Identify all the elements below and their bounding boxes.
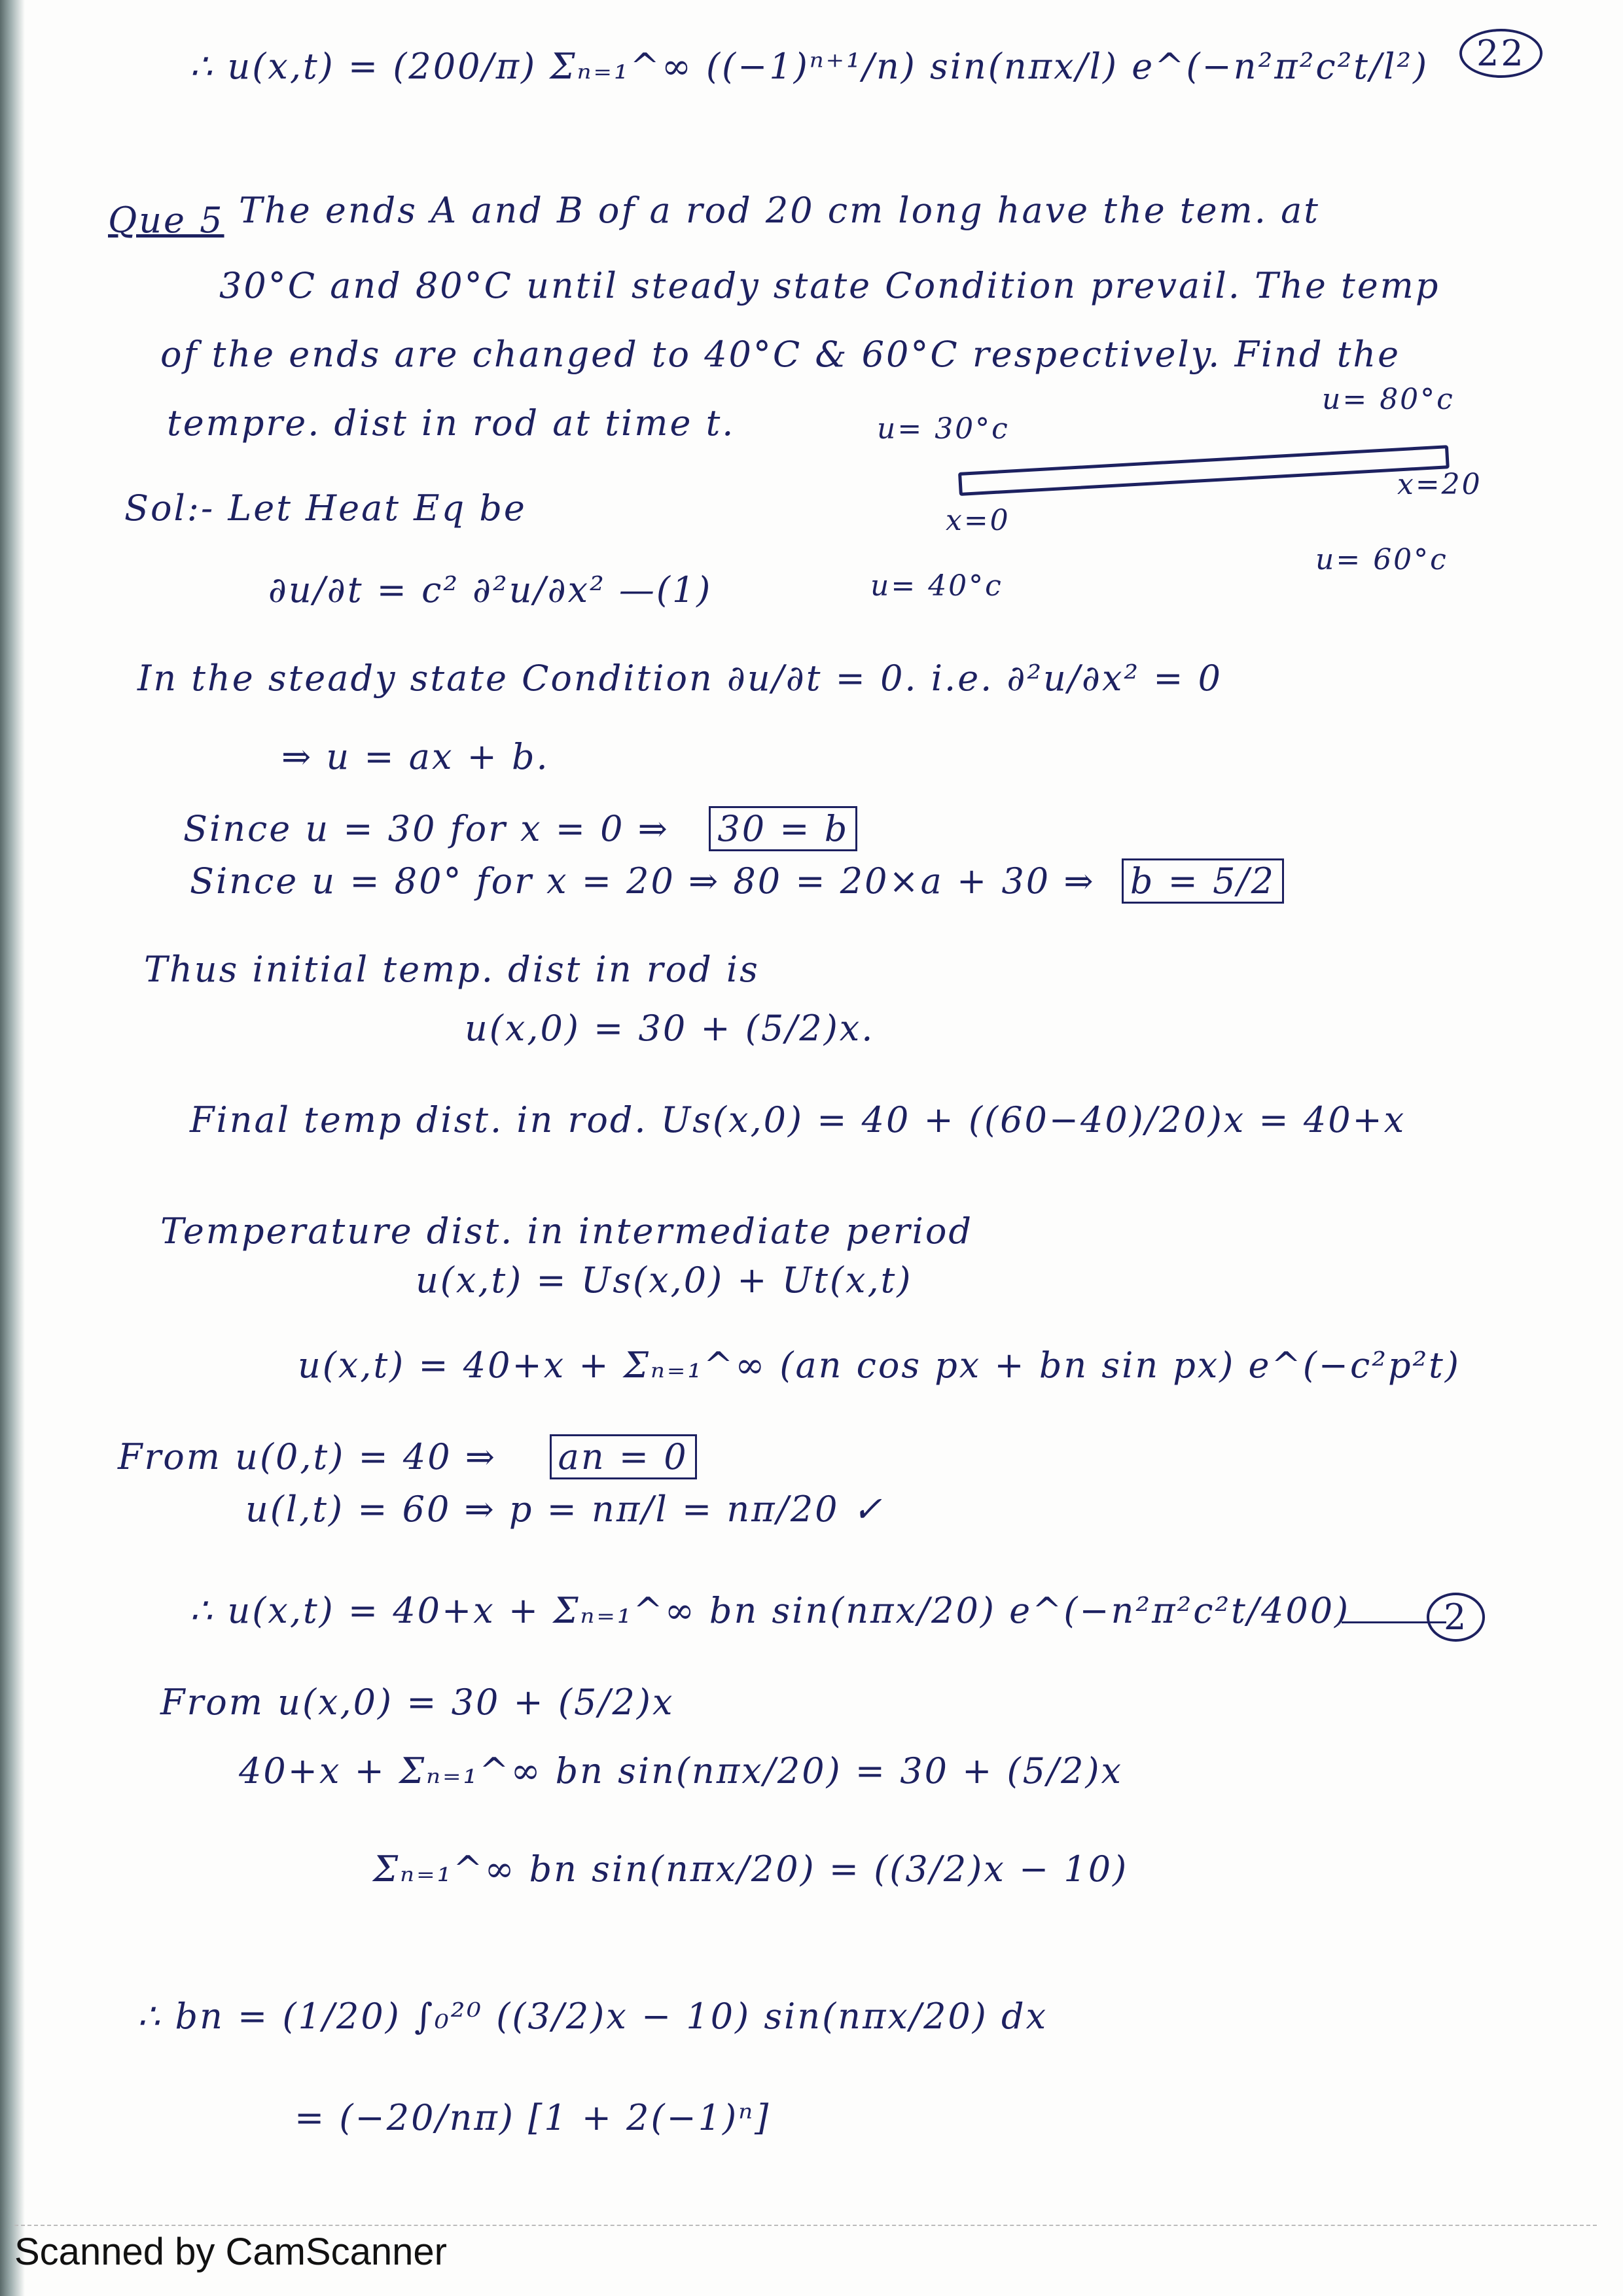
since-line-1-text: Since u = 30 for x = 0 ⇒ <box>183 808 669 849</box>
since-line-2 <box>190 860 1284 902</box>
heat-equation: ∂u/∂t = c² ∂²u/∂x² —(1) <box>268 569 713 610</box>
since-line-2-text: Since u = 80° for x = 20 ⇒ 80 = 20×a + 30 ⇒ <box>190 860 1096 902</box>
bn-result: = (−20/nπ) [1 + 2(−1)ⁿ] <box>294 2097 771 2138</box>
question-line-4: tempre. dist in rod at time t. <box>167 402 736 444</box>
since-line-1 <box>183 808 857 849</box>
question-line-3: of the ends are changed to 40°C & 60°C respectively. Find the <box>160 334 1401 375</box>
fourier-series-result: ∴ u(x,t) = (200/π) Σₙ₌₁^∞ ((−1)ⁿ⁺¹/n) sin(nπx/l) e^(−n²π²c²t/l²) <box>190 46 1429 87</box>
question-label: Que 5 <box>108 200 224 241</box>
boxed-result-an: an = 0 <box>550 1434 697 1479</box>
initial-dist-label: Thus initial temp. dist in rod is <box>144 949 760 990</box>
diagram-left-x: x=0 <box>946 504 1010 537</box>
solution-equation-2: ∴ u(x,t) = 40+x + Σₙ₌₁^∞ bn sin(nπx/20) e^(−n²π²c²t/400) <box>190 1590 1351 1631</box>
question-line-2: 30°C and 80°C until steady state Condition prevail. The temp <box>219 265 1440 306</box>
boundary-line-2: u(l,t) = 60 ⇒ p = nπ/l = nπ/20 ✓ <box>245 1489 884 1530</box>
series-equation-a: 40+x + Σₙ₌₁^∞ bn sin(nπx/20) = 30 + (5/2)x <box>239 1750 1123 1792</box>
boxed-result-a: b = 5/2 <box>1122 858 1284 904</box>
general-solution: u(x,t) = 40+x + Σₙ₌₁^∞ (an cos px + bn sin px) e^(−c²p²t) <box>298 1345 1461 1386</box>
boxed-result-b: 30 = b <box>709 806 857 851</box>
diagram-left-final-temp: u= 40°c <box>870 569 1003 603</box>
series-equation-b: Σₙ₌₁^∞ bn sin(nπx/20) = ((3/2)x − 10) <box>373 1848 1129 1890</box>
solution-intro: Sol:- Let Heat Eq be <box>124 487 527 529</box>
rod-diagram <box>958 445 1450 496</box>
scan-edge <box>0 0 25 2296</box>
boundary-line-1 <box>118 1436 697 1477</box>
diagram-right-x: x=20 <box>1397 468 1482 501</box>
steady-state-line: In the steady state Condition ∂u/∂t = 0. i.e. ∂²u/∂x² = 0 <box>137 658 1222 699</box>
initial-dist-equation: u(x,0) = 30 + (5/2)x. <box>465 1008 875 1049</box>
diagram-left-initial-temp: u= 30°c <box>877 412 1010 446</box>
diagram-right-initial-temp: u= 80°c <box>1322 383 1455 416</box>
intermediate-equation: u(x,t) = Us(x,0) + Ut(x,t) <box>416 1260 913 1301</box>
question-line-1: The ends A and B of a rod 20 cm long have the tem. at <box>239 190 1320 231</box>
initial-condition-line: From u(x,0) = 30 + (5/2)x <box>160 1682 675 1723</box>
diagram-right-final-temp: u= 60°c <box>1315 543 1448 576</box>
equation-tag: 2 <box>1427 1593 1485 1642</box>
page-number: 22 <box>1459 29 1543 78</box>
footer-divider <box>14 2225 1597 2226</box>
final-dist-equation: Final temp dist. in rod. Us(x,0) = 40 + ((60−40)/20)x = 40+x <box>190 1099 1406 1140</box>
scanner-watermark: Scanned by CamScanner <box>14 2231 447 2273</box>
bn-integral: ∴ bn = (1/20) ∫₀²⁰ ((3/2)x − 10) sin(nπx/20) dx <box>137 1996 1048 2037</box>
linear-solution: ⇒ u = ax + b. <box>281 736 550 777</box>
boundary-line-1-text: From u(0,t) = 40 ⇒ <box>118 1436 497 1477</box>
intermediate-label: Temperature dist. in intermediate period <box>160 1210 973 1252</box>
